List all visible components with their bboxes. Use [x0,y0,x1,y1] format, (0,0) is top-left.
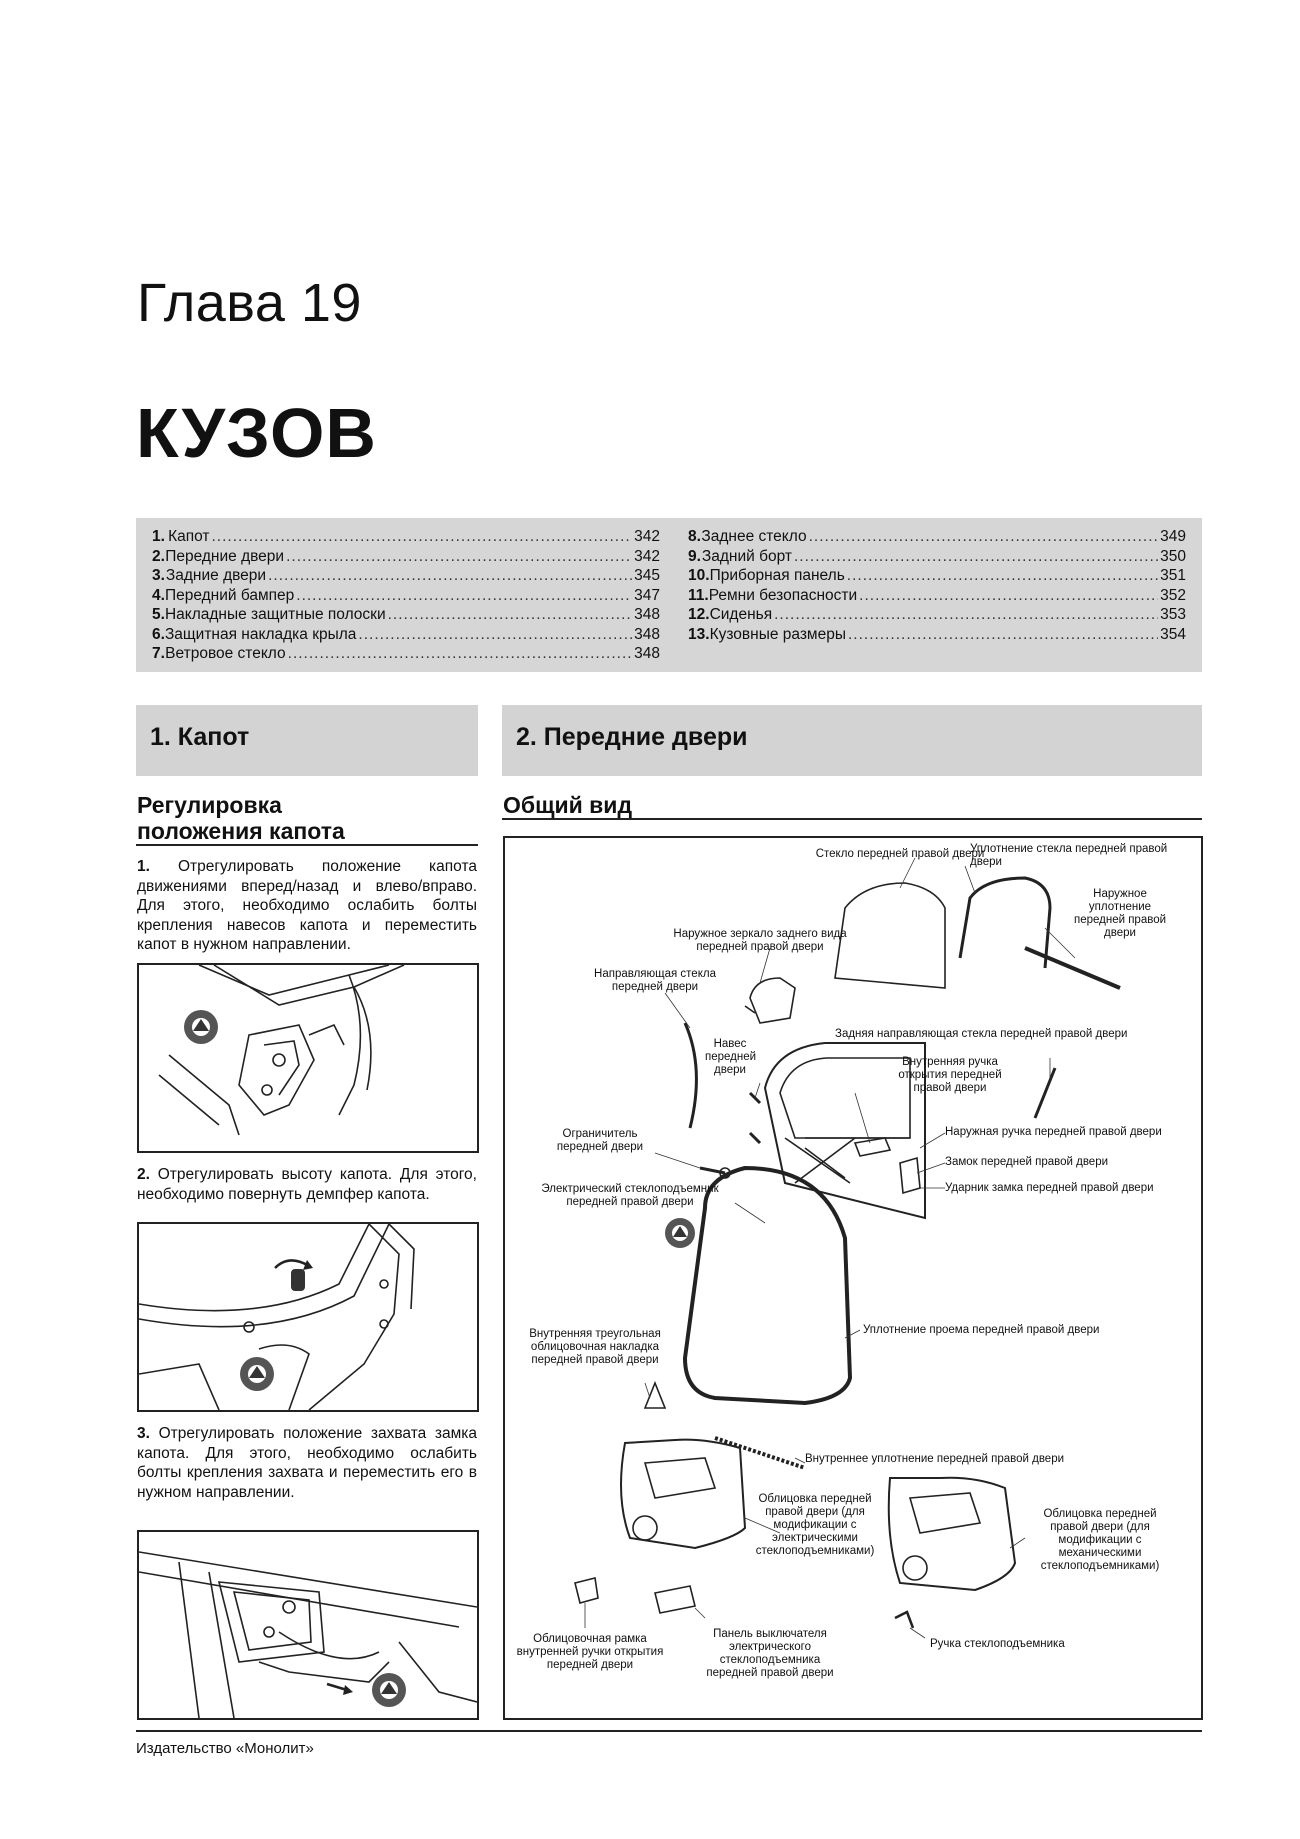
toc-entry [688,567,1186,587]
label-regulator: Электрический стеклоподъемник передней правой двери [541,1183,719,1208]
toc-entry-page: 342 [634,528,660,545]
toc-entry-number: 12. [688,606,710,623]
toc-entry [152,587,660,607]
toc-entry-page: 350 [1160,547,1186,565]
toc-entry-page: 349 [1160,528,1186,545]
label-inner-seal: Внутреннее уплотнение передней правой двери [805,1453,1065,1465]
toc-entry-title: Сиденья [709,606,773,623]
table-of-contents [136,518,1202,672]
label-rear-guide: Задняя направляющая стекла передней правой двери [835,1028,1128,1040]
toc-entry-number: 6. [152,625,165,643]
label-lock: Замок передней правой двери [945,1156,1109,1168]
label-opening-seal: Уплотнение проема передней правой двери [863,1324,1100,1336]
label-striker: Ударник замка передней правой двери [945,1182,1154,1194]
toc-entry [688,587,1186,607]
torque-mark-icon [665,1218,695,1248]
toc-entry [152,606,660,626]
toc-entry-page: 348 [634,606,660,623]
toc-entry-number: 9. [688,547,701,565]
handle-frame-shape [575,1578,598,1603]
toc-entry-title: Капот [168,528,210,545]
chapter-title: КУЗОВ [136,394,377,472]
toc-entry-page: 353 [1160,606,1186,623]
toc-entry-leader [848,626,1158,644]
label-trim-electric: Облицовка передней правой двери (для модификации с электрическими стеклоподъемниками) [755,1493,875,1557]
publisher: Издательство «Монолит» [136,1740,314,1757]
step-2-text [137,1165,477,1204]
toc-entry [152,626,660,646]
hood-damper-figure [137,1222,479,1412]
chapter-label: Глава 19 [137,273,362,333]
crank-shape [895,1612,913,1628]
toc-entry-number: 5. [152,606,165,623]
hood-latch-illustration [139,1532,477,1718]
toc-entry-number: 7. [152,645,165,662]
hood-hinge-illustration [139,965,477,1151]
label-glass-seal: Уплотнение стекла передней правой двери [970,843,1168,868]
toc-entry [688,626,1186,646]
toc-entry-number: 8. [688,528,701,545]
footer-rule [136,1730,1202,1732]
label-glass-guide: Направляющая стекла передней двери [594,968,716,993]
toc-entry-leader [211,528,632,546]
triangle-trim-shape [645,1383,665,1408]
toc-entry-leader [794,548,1158,566]
toc-entry-number: 1. [152,528,165,545]
toc-entry [688,528,1186,548]
toc-entry-page: 347 [634,586,660,604]
step-3-text [137,1424,477,1502]
toc-entry [688,548,1186,568]
label-triangle-trim: Внутренняя треугольная облицовочная накладка передней правой двери [529,1328,661,1366]
toc-entry-leader [388,606,633,624]
step-3-body: Отрегулировать положение захвата замка капота. Для этого, необходимо ослабить болты крепления захвата и переместить его в нужном направлении. [137,1425,477,1501]
toc-entry [152,528,660,548]
toc-entry-title: Заднее стекло [701,528,807,545]
section-2-rule [502,818,1202,820]
label-handle-frame: Облицовочная рамка внутренней ручки открытия передней двери [516,1633,664,1671]
label-glass: Стекло передней правой двери [815,848,985,860]
toc-entry [688,606,1186,626]
front-door-exploded-view [503,836,1203,1720]
step-1-body: Отрегулировать положение капота движениями вперед/назад и влево/вправо. Для этого, необходимо ослабить болты крепления навесов капота и переместить капот в нужном направлении. [137,858,478,953]
toc-entry-leader [847,567,1158,585]
inner-handle-shape [855,1138,890,1156]
toc-entry [152,645,660,665]
label-hinge: Навес передней двери [705,1038,757,1076]
step-1-text [137,857,477,955]
step-3-number: 3. [137,1425,150,1442]
toc-entry-number: 3. [152,567,165,584]
toc-entry-number: 10. [688,567,710,584]
torque-mark-icon [240,1357,274,1391]
mirror-shape [750,978,795,1023]
toc-entry-page: 354 [1160,625,1186,643]
subheading-line-1: Регулировка [137,792,282,818]
toc-entry-title: Задний борт [701,547,792,565]
step-1-number: 1. [137,858,150,875]
lock-shape [900,1158,920,1193]
label-mirror: Наружное зеркало заднего вида передней правой двери [673,928,847,953]
section-2-subheading: Общий вид [503,792,633,818]
toc-entry-title: Защитная накладка крыла [164,625,357,643]
step-2-body: Отрегулировать высоту капота. Для этого, необходимо повернуть демпфер капота. [137,1166,477,1203]
toc-entry-number: 2. [152,547,165,565]
inner-seal-shape [715,1438,805,1468]
toc-entry-page: 352 [1160,586,1186,604]
toc-entry-leader [288,645,632,663]
toc-entry-number: 4. [152,586,165,604]
toc-entry-leader [358,626,632,644]
toc-entry-leader [268,567,632,585]
hood-latch-figure [137,1530,479,1720]
hood-hinge-figure [137,963,479,1153]
toc-entry-leader [286,548,632,566]
section-2-header [502,705,1202,776]
toc-entry-title: Приборная панель [709,567,845,584]
toc-entry-leader [296,587,632,605]
toc-entry [152,567,660,587]
label-switch-panel: Панель выключателя электрического стеклоподъемника передней правой двери [706,1628,834,1679]
toc-entry-number: 11. [688,586,709,604]
subheading-line-2: положения капота [137,818,345,844]
toc-entry-leader [809,528,1159,546]
outer-seal-shape [1025,948,1120,988]
toc-entry-title: Кузовные размеры [709,625,846,643]
toc-entry-title: Передний бампер [164,586,295,604]
label-inner-handle: Внутренняя ручка открытия передней правой двери [898,1056,1002,1094]
toc-entry-title: Передние двери [165,547,285,565]
torque-mark-icon [372,1673,406,1707]
toc-entry [152,548,660,568]
toc-entry-page: 348 [634,625,660,643]
toc-left-column [152,528,660,665]
section-1-subheading [137,792,477,844]
toc-entry-page: 351 [1160,567,1186,584]
damper-rotation-icon [275,1260,313,1291]
section-2-title: 2. Передние двери [516,723,748,751]
label-outer-seal: Наружное уплотнение передней правой двери [1073,888,1167,939]
toc-entry-title: Ветровое стекло [165,645,286,662]
toc-entry-title: Накладные защитные полоски [164,606,386,623]
label-stopper: Ограничитель передней двери [556,1128,644,1153]
toc-entry-page: 348 [634,645,660,662]
step-2-number: 2. [137,1166,150,1183]
label-crank: Ручка стеклоподъемника [930,1638,1065,1650]
switch-panel-shape [655,1586,695,1613]
toc-entry-page: 342 [634,547,660,565]
toc-entry-leader [774,606,1158,624]
toc-entry-title: Ремни безопасности [708,586,858,604]
toc-entry-number: 13. [688,625,710,643]
toc-right-column [688,528,1186,645]
section-1-rule [136,844,478,846]
section-1-title: 1. Капот [150,723,250,751]
hood-damper-illustration [139,1224,477,1410]
label-trim-manual: Облицовка передней правой двери (для модификации с механическими стеклоподъемниками) [1040,1508,1160,1572]
section-1-header [136,705,478,776]
toc-entry-title: Задние двери [165,567,267,584]
glass-guide-shape [685,1023,696,1128]
toc-entry-leader [859,587,1158,605]
rear-guide-shape [1035,1068,1055,1118]
torque-mark-icon [184,1010,218,1044]
label-outer-handle: Наружная ручка передней правой двери [945,1126,1162,1138]
toc-entry-page: 345 [634,567,660,584]
